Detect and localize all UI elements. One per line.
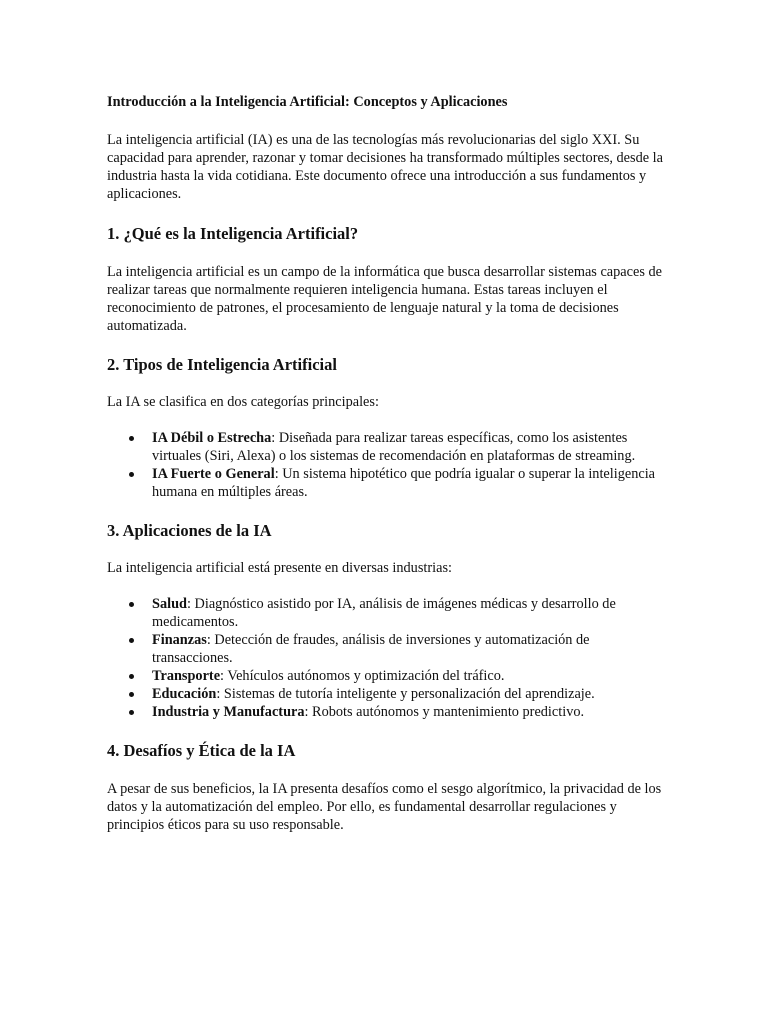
section-body-ai-types: La IA se clasifica en dos categorías principales:	[107, 394, 379, 410]
section-body-what-is-ai: La inteligencia artificial es un campo de la informática que busca desarrollar sistemas capaces de realizar tareas que normalmente requieren inteligencia humana. Estas tareas incluyen el reconocimiento de patrones, el procesamiento de lenguaje natural y la toma de decisiones automatizada.	[107, 264, 662, 334]
list-item-term: Transporte	[152, 668, 221, 684]
list-item-weak-ai	[107, 429, 667, 465]
intro-paragraph: La inteligencia artificial (IA) es una de las tecnologías más revolucionarias del siglo XXI. Su capacidad para aprender, razonar y tomar decisiones ha transformado múltiples sectores, desde la industria hasta la vida cotidiana. Este documento ofrece una introducción a sus fundamentos y aplicaciones.	[107, 132, 663, 202]
list-item-text: : Vehículos autónomos y optimización del tráfico.	[220, 668, 505, 684]
section-heading-applications: 3. Aplicaciones de la IA	[107, 521, 272, 540]
list-item-term: Finanzas	[152, 632, 207, 648]
list-item-text: : Sistemas de tutoría inteligente y personalización del aprendizaje.	[216, 686, 595, 702]
list-item-health	[107, 595, 667, 631]
list-item-text: : Robots autónomos y mantenimiento predictivo.	[304, 704, 585, 720]
document-title: Introducción a la Inteligencia Artificial: Conceptos y Aplicaciones	[107, 94, 508, 110]
section-heading-challenges: 4. Desafíos y Ética de la IA	[107, 741, 296, 760]
bullet-icon	[129, 638, 134, 643]
section-heading-what-is-ai: 1. ¿Qué es la Inteligencia Artificial?	[107, 224, 359, 243]
list-item-term: IA Débil o Estrecha	[152, 430, 272, 446]
list-item-term: Salud	[152, 596, 187, 612]
section-heading-ai-types: 2. Tipos de Inteligencia Artificial	[107, 355, 337, 374]
bullet-icon	[129, 710, 134, 715]
applications-list	[107, 595, 667, 721]
bullet-icon	[129, 674, 134, 679]
list-item-finance	[107, 631, 667, 667]
bullet-icon	[129, 472, 134, 477]
list-item-term: Educación	[152, 686, 217, 702]
document-content	[107, 93, 667, 834]
section-body-challenges: A pesar de sus beneficios, la IA presenta desafíos como el sesgo algorítmico, la privacidad de los datos y la automatización del empleo. Por ello, es fundamental desarrollar regulaciones y principios éticos para su uso responsable.	[107, 781, 662, 833]
list-item-education	[107, 685, 667, 703]
list-item-text: : Diagnóstico asistido por IA, análisis de imágenes médicas y desarrollo de medicamentos.	[152, 596, 616, 630]
list-item-strong-ai	[107, 465, 667, 501]
list-item-term: Industria y Manufactura	[152, 704, 305, 720]
bullet-icon	[129, 602, 134, 607]
bullet-icon	[129, 436, 134, 441]
ai-types-list	[107, 429, 667, 501]
list-item-text: : Un sistema hipotético que podría igualar o superar la inteligencia humana en múltiples áreas.	[152, 466, 656, 500]
bullet-icon	[129, 692, 134, 697]
list-item-transport	[107, 667, 667, 685]
list-item-text: : Diseñada para realizar tareas específicas, como los asistentes virtuales (Siri, Alexa) o los sistemas de recomendación en plataformas de streaming.	[152, 430, 636, 464]
list-item-term: IA Fuerte o General	[152, 466, 275, 482]
list-item-text: : Detección de fraudes, análisis de inversiones y automatización de transacciones.	[152, 632, 590, 666]
section-body-applications: La inteligencia artificial está presente en diversas industrias:	[107, 560, 452, 576]
list-item-industry	[107, 703, 667, 721]
